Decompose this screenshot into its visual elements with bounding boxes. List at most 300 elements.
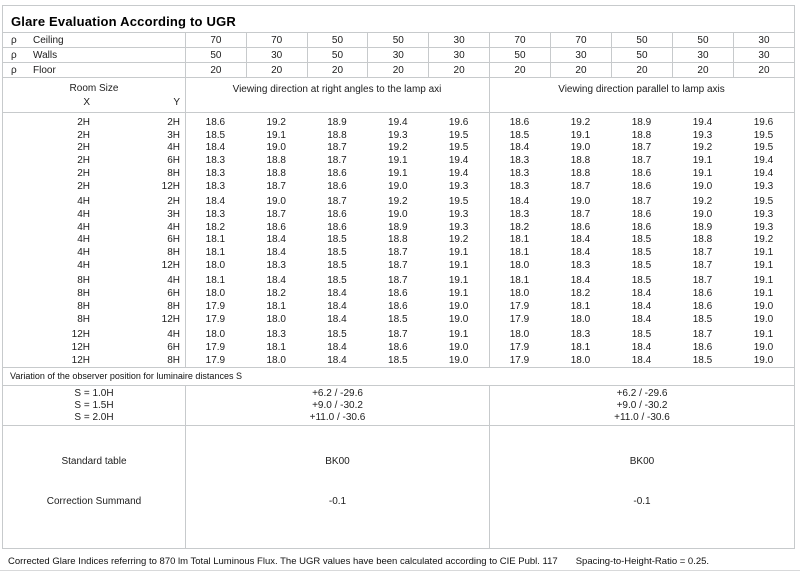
ugr-value: 19.3 [753,221,774,233]
ugr-value: 19.3 [388,129,408,141]
ugr-value: 19.3 [753,180,774,192]
s-distance-labels [3,386,185,425]
ugr-value: 19.0 [753,313,774,325]
ugr-value: 19.1 [448,329,469,341]
ugr-value: 18.6 [631,167,652,179]
ugr-value: 19.4 [448,167,469,179]
reflectance-value: 50 [611,48,672,62]
room-size-y: 6H [167,234,180,246]
ugr-value: 19.4 [448,155,469,167]
room-size-y: 8H [167,247,180,259]
ugr-value: 18.9 [327,117,347,128]
s-distance-label: S = 1.5H [74,400,114,412]
ugr-value: 18.4 [327,313,347,325]
room-size-y: 3H [167,129,180,141]
ugr-table-row [3,329,794,342]
ugr-value: 17.9 [509,313,530,325]
reflectance-value: 20 [611,63,672,77]
footer-note [8,556,797,567]
room-size-y: 4H [167,329,180,341]
ugr-value: 18.5 [631,329,652,341]
ugr-value: 19.3 [448,208,469,220]
ugr-value: 19.4 [388,117,408,128]
ugr-table-row [3,130,794,143]
viewing-direction-right-header: Viewing direction parallel to lamp axis [558,84,725,95]
ugr-value: 18.4 [631,313,652,325]
reflectance-value: 50 [185,48,246,62]
ugr-value: 18.3 [570,329,591,341]
reflectance-surface-label: Ceiling [33,35,64,46]
room-size-y: 4H [167,142,180,154]
ugr-table-row [3,117,794,130]
ugr-value: 19.1 [448,259,469,271]
ugr-value: 19.4 [692,117,713,128]
ugr-value: 18.0 [570,354,591,366]
ugr-value: 18.5 [205,129,226,141]
ugr-value: 19.0 [753,341,774,353]
reflectance-row [3,48,794,63]
ugr-table-row [3,222,794,235]
ugr-value: 18.7 [388,329,408,341]
footer-spacing-ratio: Spacing-to-Height-Ratio = 0.25. [575,556,710,567]
ugr-value: 18.5 [631,247,652,259]
room-size-x: 4H [77,196,90,208]
ugr-value: 18.1 [570,341,591,353]
ugr-group [3,329,794,367]
ugr-value: 19.1 [753,329,774,341]
room-size-y: 8H [167,354,180,366]
ugr-value: 18.7 [570,180,591,192]
ugr-value: 18.5 [631,234,652,246]
column-divider [185,78,186,368]
reflectance-row-label [3,33,185,47]
ugr-value: 18.5 [327,329,347,341]
ugr-value: 18.0 [205,329,226,341]
ugr-value: 19.3 [692,129,713,141]
ugr-value: 18.6 [509,117,530,128]
ugr-value: 19.2 [692,196,713,208]
ugr-table-row [3,181,794,194]
s-variation-value-right: +11.0 / -30.6 [614,412,670,424]
room-size-x: 2H [77,129,90,141]
room-size-x: 8H [77,288,90,300]
room-size-y: 12H [161,180,180,192]
room-size-x: 8H [77,300,90,312]
ugr-value: 19.1 [692,155,713,167]
room-size-y: 6H [167,341,180,353]
ugr-value: 18.0 [509,259,530,271]
reflectance-value: 20 [550,63,611,77]
ugr-table-body [3,113,794,368]
ugr-value: 18.1 [509,247,530,259]
reflectance-value: 20 [185,63,246,77]
ugr-value: 18.5 [631,275,652,287]
ugr-value: 19.1 [753,275,774,287]
ugr-value: 19.5 [753,196,774,208]
ugr-value: 18.6 [692,300,713,312]
ugr-value: 18.8 [388,234,408,246]
ugr-value: 19.2 [388,142,408,154]
ugr-value: 19.5 [448,142,469,154]
ugr-value: 19.0 [570,142,591,154]
s-variation-value-left: +9.0 / -30.2 [312,400,363,412]
ugr-value: 18.6 [570,221,591,233]
ugr-value: 17.9 [205,341,226,353]
ugr-value: 19.4 [753,167,774,179]
ugr-value: 18.3 [205,208,226,220]
ugr-value: 19.1 [448,288,469,300]
ugr-value: 17.9 [205,300,226,312]
ugr-value: 18.6 [631,221,652,233]
ugr-value: 19.0 [692,180,713,192]
s-distance-block [3,386,794,426]
room-size-y: 12H [161,313,180,325]
ugr-value: 19.1 [266,129,286,141]
ugr-value: 18.4 [570,275,591,287]
ugr-value: 18.7 [631,196,652,208]
room-size-x: 12H [71,354,90,366]
ugr-value: 19.0 [570,196,591,208]
ugr-value: 18.6 [327,167,347,179]
ugr-value: 17.9 [205,313,226,325]
room-size-x: 4H [77,259,90,271]
ugr-value: 18.3 [266,259,286,271]
s-variation-value-right: +9.0 / -30.2 [616,400,668,412]
table-header-row [3,78,794,113]
ugr-value: 19.5 [448,129,469,141]
reflectance-value: 20 [489,63,550,77]
reflectance-surface-label: Floor [33,65,56,76]
ugr-value: 18.3 [509,180,530,192]
ugr-value: 19.2 [753,234,774,246]
ugr-value: 18.6 [266,221,286,233]
ugr-value: 18.7 [570,208,591,220]
ugr-value: 18.7 [692,329,713,341]
ugr-table-row [3,155,794,168]
ugr-value: 18.0 [205,259,226,271]
ugr-value: 18.2 [570,288,591,300]
room-size-x: 8H [77,313,90,325]
ugr-value: 19.0 [753,300,774,312]
x-column-header: X [83,97,90,108]
reflectance-value: 30 [428,48,489,62]
ugr-value: 19.3 [753,208,774,220]
ugr-value: 19.1 [692,167,713,179]
reflectance-value: 30 [733,48,794,62]
ugr-value: 18.9 [692,221,713,233]
y-column-header: Y [173,97,180,108]
ugr-table-row [3,342,794,355]
ugr-value: 18.5 [692,354,713,366]
ugr-value: 18.4 [327,341,347,353]
footer-corrected-note: Corrected Glare Indices referring to 870 lm Total Luminous Flux. The UGR values have been calculated according to CIE Publ. 117 [8,556,558,567]
reflectance-value: 30 [550,48,611,62]
ugr-table-row [3,301,794,314]
ugr-value: 19.0 [753,354,774,366]
room-size-x: 2H [77,167,90,179]
ugr-table-row [3,260,794,273]
reflectance-value: 30 [672,48,733,62]
ugr-value: 18.8 [266,167,286,179]
ugr-value: 18.1 [570,300,591,312]
ugr-value: 18.0 [266,313,286,325]
ugr-value: 19.1 [753,288,774,300]
ugr-group [3,117,794,193]
reflectance-value: 20 [246,63,307,77]
room-size-x: 4H [77,247,90,259]
ugr-value: 18.8 [570,155,591,167]
reflectance-value: 50 [489,48,550,62]
ugr-value: 18.0 [570,313,591,325]
ugr-value: 18.7 [388,275,408,287]
reflectance-row-label [3,48,185,62]
correction-summand-value: -0.1 [328,496,347,508]
ugr-value: 18.7 [631,142,652,154]
reflectance-table [3,33,794,78]
standard-table-value: BK00 [629,456,655,468]
room-size-y: 12H [161,259,180,271]
reflectance-value: 20 [672,63,733,77]
room-size-x: 2H [77,180,90,192]
ugr-value: 19.2 [692,142,713,154]
reflectance-value: 30 [733,33,794,47]
ugr-value: 19.0 [388,208,408,220]
ugr-value: 18.4 [570,247,591,259]
ugr-value: 18.5 [327,275,347,287]
ugr-group [3,275,794,326]
ugr-value: 18.9 [388,221,408,233]
s-variation-value-right: +6.2 / -29.6 [616,388,668,400]
ugr-value: 19.1 [448,247,469,259]
ugr-value: 19.3 [448,221,469,233]
ugr-value: 18.1 [266,341,286,353]
ugr-table-row [3,196,794,209]
ugr-value: 18.4 [327,288,347,300]
ugr-value: 19.2 [266,117,286,128]
ugr-table-row [3,142,794,155]
ugr-value: 19.0 [448,313,469,325]
reflectance-value: 70 [489,33,550,47]
ugr-value: 18.4 [327,300,347,312]
ugr-value: 18.8 [631,129,652,141]
ugr-value: 18.6 [327,221,347,233]
room-size-x: 2H [77,142,90,154]
ugr-value: 17.9 [205,354,226,366]
s-distance-label: S = 2.0H [74,412,114,424]
s-variation-values-left [185,386,489,425]
ugr-table-row [3,288,794,301]
ugr-value: 18.7 [327,142,347,154]
ugr-value: 18.7 [327,196,347,208]
ugr-value: 19.1 [388,167,408,179]
summary-labels [3,426,185,548]
ugr-value: 19.5 [753,142,774,154]
ugr-value: 19.1 [448,275,469,287]
ugr-value: 18.6 [327,208,347,220]
reflectance-value: 50 [307,33,368,47]
ugr-table-row [3,234,794,247]
ugr-value: 19.6 [448,117,469,128]
ugr-value: 18.1 [266,300,286,312]
ugr-value: 19.2 [388,196,408,208]
ugr-value: 18.0 [509,288,530,300]
ugr-report [2,5,795,549]
ugr-value: 18.3 [205,155,226,167]
ugr-value: 19.0 [448,300,469,312]
ugr-value: 19.3 [448,180,469,192]
ugr-value: 18.5 [388,354,408,366]
reflectance-value: 20 [307,63,368,77]
ugr-value: 18.1 [205,275,226,287]
ugr-value: 18.4 [509,196,530,208]
reflectance-row-label [3,63,185,77]
room-size-y: 6H [167,288,180,300]
room-size-y: 2H [167,196,180,208]
ugr-value: 18.5 [327,259,347,271]
ugr-value: 18.6 [205,117,226,128]
ugr-value: 18.4 [266,234,286,246]
ugr-value: 18.7 [388,247,408,259]
ugr-table [3,78,794,368]
standard-table-label: Standard table [61,456,127,468]
reflectance-value: 70 [185,33,246,47]
ugr-value: 18.5 [631,259,652,271]
ugr-value: 19.1 [753,259,774,271]
summary-values-left [185,426,489,548]
ugr-value: 18.7 [692,259,713,271]
ugr-value: 18.2 [509,221,530,233]
ugr-value: 19.0 [692,208,713,220]
reflectance-surface-label: Walls [33,50,58,61]
ugr-value: 18.4 [570,234,591,246]
summary-values-right [489,426,794,548]
reflectance-value: 30 [367,48,428,62]
reflectance-value: 20 [428,63,489,77]
rho-symbol: ρ [11,65,17,76]
s-variation-value-left: +6.2 / -29.6 [312,388,363,400]
ugr-value: 18.1 [509,275,530,287]
ugr-value: 19.4 [753,155,774,167]
ugr-value: 19.5 [753,129,774,141]
ugr-table-row [3,275,794,288]
ugr-value: 18.3 [266,329,286,341]
xy-header [3,97,185,108]
ugr-value: 18.0 [205,288,226,300]
ugr-value: 18.4 [266,275,286,287]
variation-section-label: Variation of the observer position for luminaire distances S [3,368,794,386]
ugr-value: 19.0 [266,196,286,208]
ugr-table-row [3,209,794,222]
ugr-value: 19.1 [570,129,591,141]
room-size-x: 12H [71,329,90,341]
ugr-value: 18.7 [266,208,286,220]
ugr-value: 18.5 [509,129,530,141]
ugr-value: 18.4 [509,142,530,154]
ugr-value: 18.3 [205,180,226,192]
ugr-value: 18.5 [388,313,408,325]
room-size-x: 2H [77,117,90,128]
ugr-value: 19.2 [448,234,469,246]
room-size-x: 12H [71,341,90,353]
correction-summand-label: Correction Summand [46,496,142,508]
ugr-value: 18.1 [205,247,226,259]
ugr-value: 19.0 [266,142,286,154]
reflectance-value: 30 [246,48,307,62]
ugr-value: 18.4 [631,288,652,300]
room-size-y: 6H [167,155,180,167]
page-title: Glare Evaluation According to UGR [3,6,794,33]
reflectance-row [3,33,794,48]
ugr-value: 18.3 [205,167,226,179]
s-variation-values-right [489,386,794,425]
room-size-x: 4H [77,208,90,220]
ugr-value: 18.0 [266,354,286,366]
reflectance-value: 50 [672,33,733,47]
ugr-value: 18.5 [692,313,713,325]
reflectance-value: 20 [367,63,428,77]
ugr-value: 18.9 [631,117,652,128]
reflectance-row [3,63,794,78]
ugr-group [3,196,794,272]
ugr-value: 18.6 [388,288,408,300]
s-variation-value-left: +11.0 / -30.6 [309,412,366,424]
room-size-x: 2H [77,155,90,167]
ugr-value: 18.2 [266,288,286,300]
ugr-value: 17.9 [509,300,530,312]
ugr-value: 18.3 [509,155,530,167]
ugr-value: 18.4 [327,354,347,366]
ugr-value: 19.1 [753,247,774,259]
standard-table-value: BK00 [325,456,350,468]
ugr-value: 18.2 [205,221,226,233]
ugr-value: 19.0 [388,180,408,192]
ugr-value: 18.7 [692,275,713,287]
ugr-table-row [3,247,794,260]
ugr-table-row [3,355,794,368]
ugr-value: 18.7 [692,247,713,259]
ugr-value: 19.0 [448,354,469,366]
ugr-value: 18.4 [205,196,226,208]
ugr-value: 18.6 [692,288,713,300]
ugr-value: 18.5 [327,247,347,259]
rho-symbol: ρ [11,35,17,46]
ugr-value: 18.7 [327,155,347,167]
ugr-value: 19.0 [448,341,469,353]
ugr-value: 18.4 [631,300,652,312]
viewing-direction-left-header: Viewing direction at right angles to the lamp axi [232,84,442,95]
ugr-value: 18.6 [327,180,347,192]
ugr-value: 18.6 [692,341,713,353]
ugr-value: 18.7 [266,180,286,192]
ugr-value: 18.4 [205,142,226,154]
ugr-table-row [3,168,794,181]
ugr-value: 19.5 [448,196,469,208]
ugr-value: 18.3 [509,167,530,179]
ugr-value: 19.1 [388,155,408,167]
ugr-value: 18.4 [631,354,652,366]
ugr-value: 18.7 [388,259,408,271]
ugr-value: 18.6 [631,208,652,220]
reflectance-value: 20 [733,63,794,77]
room-size-y: 8H [167,167,180,179]
room-size-header [3,78,185,112]
half-divider [489,78,490,368]
reflectance-value: 30 [428,33,489,47]
ugr-value: 18.6 [631,180,652,192]
reflectance-value: 50 [307,48,368,62]
reflectance-value: 70 [246,33,307,47]
room-size-y: 2H [167,117,180,128]
